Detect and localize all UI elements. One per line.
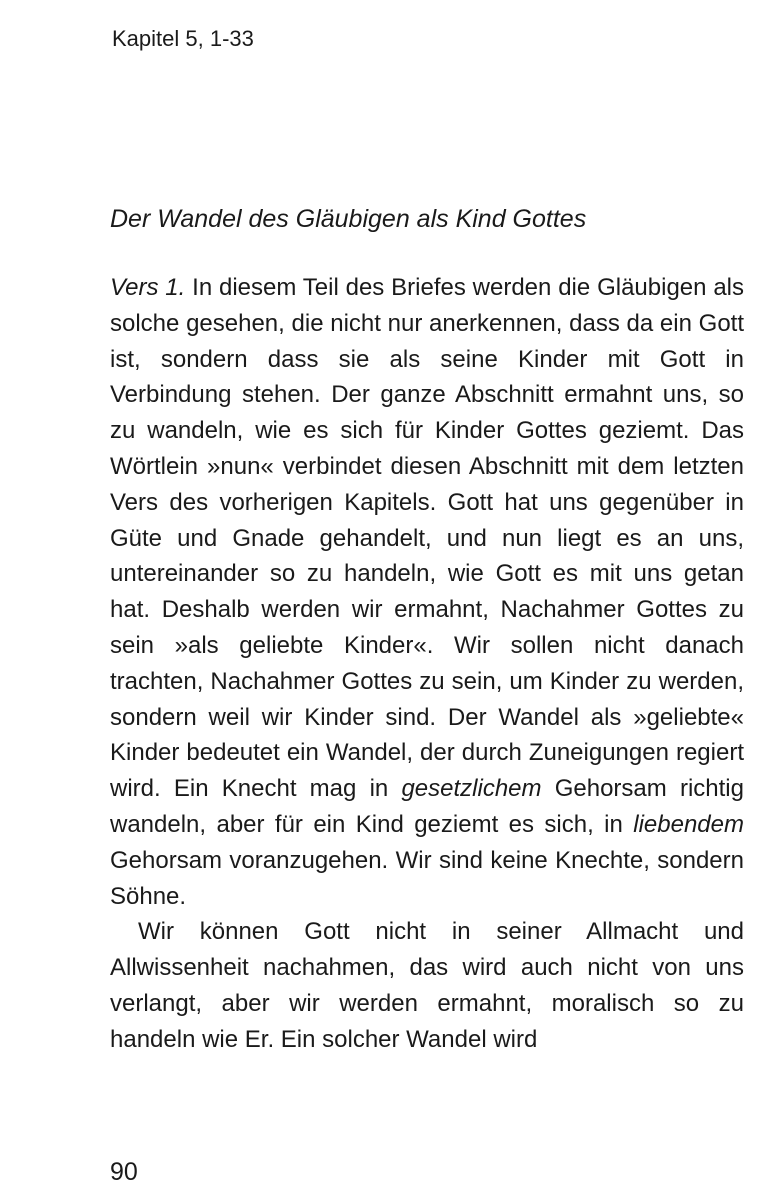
verse-reference: Vers 1. xyxy=(110,274,186,301)
emphasis-liebendem: liebendem xyxy=(633,810,744,838)
paragraph-1-text-c: Gehorsam voranzugehen. Wir sind keine Knechte, sondern Söhne. xyxy=(110,846,744,910)
section-heading: Der Wandel des Gläubigen als Kind Gottes xyxy=(110,205,587,233)
running-head: Kapitel 5, 1-33 xyxy=(112,26,254,51)
paragraph-1-text-a: In diesem Teil des Briefes werden die Gläubigen als solche gesehen, die nicht nur anerkennen, dass da ein Gott ist, sondern dass sie als seine Kinder mit Gott in Verbindung stehen. Der ganze Abschnitt ermahnt uns, so zu wandeln, wie es sich für Kinder Gottes geziemt. Das Wörtlein »nun« verbindet diesen Abschnitt mit dem letzten Vers des vorherigen Kapitels. Gott hat uns gegenüber in Güte und Gnade gehandelt, und nun liegt es an uns, untereinander so zu handeln, wie Gott es mit uns getan hat. Deshalb werden wir ermahnt, Nachahmer Gottes zu sein »als geliebte Kinder«. Wir sollen nicht danach trachten, Nachahmer Gottes zu sein, um Kinder zu werden, sondern weil wir Kinder sind. Der Wandel als »geliebte« Kinder bedeutet ein Wandel, der durch Zuneigungen regiert wird. Ein Knecht mag in xyxy=(110,274,745,803)
paragraph-2: Wir können Gott nicht in seiner Allmacht und Allwissenheit nachahmen, das wird auch nicht von uns verlangt, aber wir werden ermahnt, moralisch so zu handeln wie Er. Ein solcher Wandel wird xyxy=(110,918,744,1053)
body-text xyxy=(110,270,744,1058)
paragraph-1 xyxy=(110,270,744,914)
emphasis-gesetzlichem: gesetzlichem xyxy=(401,775,542,803)
paragraph-1-text-b: Gehorsam richtig wandeln, aber für ein Kind geziemt es sich, in xyxy=(110,775,744,838)
page-number: 90 xyxy=(110,1158,138,1186)
